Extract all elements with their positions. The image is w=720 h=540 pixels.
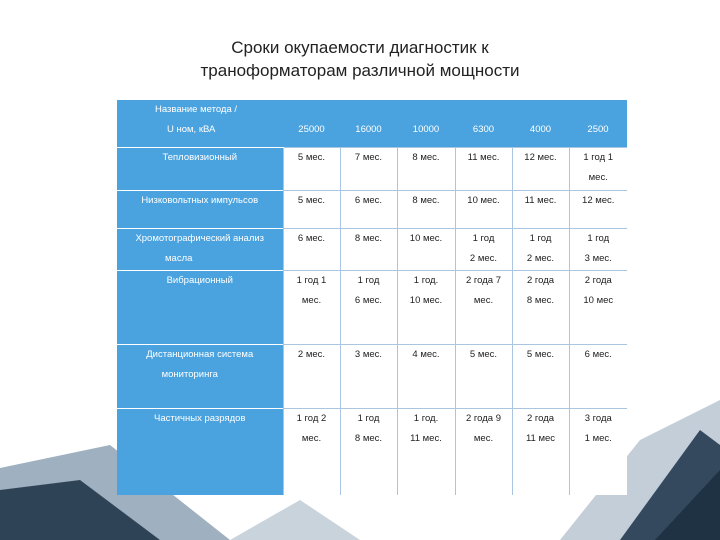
table-cell: 1 год. 10 мес. [397,270,455,344]
table-cell: 12 мес. [569,190,627,228]
table-cell: 7 мес. [340,147,397,190]
table-cell: 3 мес. [340,344,397,408]
header-power-6300: 6300 [455,100,512,147]
header-power-16000: 16000 [340,100,397,147]
table-cell: 8 мес. [397,190,455,228]
table-cell: 2 года 11 мес [512,408,569,495]
table-cell: 10 мес. [455,190,512,228]
table-row [117,408,627,495]
table-cell: 6 мес. [340,190,397,228]
table-cell: 11 мес. [512,190,569,228]
table-cell: 1 год 1 мес. [569,147,627,190]
table-cell: 2 года 10 мес [569,270,627,344]
payback-table [117,100,627,495]
table-cell: 10 мес. [397,228,455,270]
table-cell: 11 мес. [455,147,512,190]
header-power-4000: 4000 [512,100,569,147]
row-label-chromatographic: Хромотографический анализ масла [117,228,283,270]
table-cell: 6 мес. [283,228,340,270]
table-cell: 3 года 1 мес. [569,408,627,495]
slide-title [0,36,720,82]
table-cell: 1 год 2 мес. [455,228,512,270]
table-cell: 2 мес. [283,344,340,408]
table-cell: 5 мес. [455,344,512,408]
row-label-partial-discharge: Частичных разрядов [117,408,283,495]
table-cell: 2 года 7 мес. [455,270,512,344]
table-cell: 1 год 3 мес. [569,228,627,270]
row-label-low-voltage-impulse: Низковольтных импульсов [117,190,283,228]
table-cell: 8 мес. [397,147,455,190]
table-cell: 2 года 9 мес. [455,408,512,495]
table-cell: 5 мес. [512,344,569,408]
title-line-1: Сроки окупаемости диагностик к [231,38,489,57]
table-row [117,270,627,344]
header-power-25000: 25000 [283,100,340,147]
table-row [117,147,627,190]
table-cell: 5 мес. [283,147,340,190]
header-power-10000: 10000 [397,100,455,147]
table-cell: 1 год 2 мес. [512,228,569,270]
title-line-2: траноформаторам различной мощности [200,61,520,80]
deco-shape-mid [230,500,360,540]
header-label-line-1: Название метода / [155,104,238,115]
row-label-remote-monitoring: Дистанционная система мониторинга [117,344,283,408]
table-cell: 1 год 2 мес. [283,408,340,495]
header-method-cell [117,100,283,147]
table-cell: 6 мес. [569,344,627,408]
table-cell: 8 мес. [340,228,397,270]
row-label-vibration: Вибрационный [117,270,283,344]
table-cell: 1 год 1 мес. [283,270,340,344]
table-cell: 5 мес. [283,190,340,228]
table-row [117,344,627,408]
table-row [117,228,627,270]
table-cell: 12 мес. [512,147,569,190]
table-header-row [117,100,627,147]
table-row [117,190,627,228]
header-label-line-2: U ном, кВА [167,124,216,135]
header-power-2500: 2500 [569,100,627,147]
table-cell: 1 год 6 мес. [340,270,397,344]
table-cell: 1 год. 11 мес. [397,408,455,495]
table-cell: 2 года 8 мес. [512,270,569,344]
row-label-thermal: Тепловизионный [117,147,283,190]
table-cell: 4 мес. [397,344,455,408]
table-cell: 1 год 8 мес. [340,408,397,495]
